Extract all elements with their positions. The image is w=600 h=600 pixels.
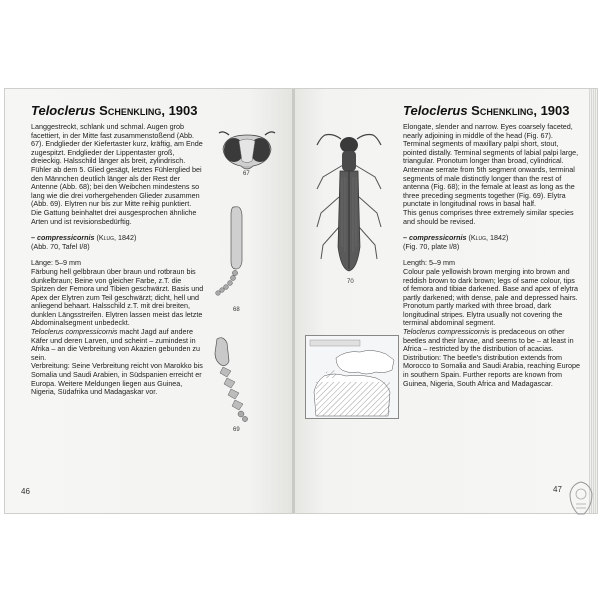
figure-70-beetle bbox=[309, 127, 389, 277]
left-distribution: Verbreitung: Seine Verbreitung reicht von Marokko bis Somalia und Saudi Arabien, in Südspanien erreicht er Europa. Weitere Meldungen liegen aus Guinea, Nigeria, Südafrika und Madagaskar vor. bbox=[31, 361, 203, 397]
beetle-habitus-illustration bbox=[309, 127, 389, 277]
left-description: Langgestreckt, schlank und schmal. Augen grob facettiert, in der Mitte fast zusammenstoßend (Abb. 67). Endglieder der Kiefertaster kurz, kräftig, am Ende zugespitzt. Endglieder der Lippentaster groß, dreieckig. Halsschild länger als breit, zylindrisch. Fühler ab dem 5. Glied gesägt, letztes Fühlerglied bei den Männchen deutlich länger als der Rest der Antenne (Abb. 68); bei den Weibchen mindestens so lang wie die drei vorhergehenden Glieder zusammen (Abb. 69). Elytren nur bis zur Mitte reihig punktiert. bbox=[31, 122, 203, 209]
left-text-column bbox=[31, 123, 207, 397]
left-coloration: Färbung hell gelbbraun über braun und rotbraun bis dunkelbraun; Beine von gleicher Farbe, z.T. die Spitzen der Femora und Tibien geschwärzt. Basis und Apex der Elytren zum Teil geschwärzt; dicht, hell und anliegend behaart. Halsschild z.T. mit drei breiten, dunklen Längsstreifen. Elytren lassen meist das letzte Abdominalsegment unbedeckt. bbox=[31, 266, 204, 328]
right-biology-text: is predaceous on other beetles and their larvae, and seems to be – at least in Africa – restricted by the distribution of acacias. bbox=[403, 327, 574, 354]
right-species-author: (Klug, 1842) bbox=[468, 233, 509, 243]
right-page-title bbox=[403, 103, 570, 118]
right-title-author: Schenkling, 1903 bbox=[471, 103, 570, 118]
left-species-author: (Klug, 1842) bbox=[96, 233, 137, 243]
figure-70-label: 70 bbox=[347, 279, 354, 285]
right-description: Elongate, slender and narrow. Eyes coarsely faceted, nearly adjoining in middle of the head (Fig. 67). Terminal segments of maxillary palpi short, stout, pointed distally. Terminal segments of labial palpi large, triangular. Pronotum longer than broad, cylindrical. Antennae serrate from 5th segment onwards, terminal segments of male distinctly longer than the rest of antenna (Fig. 68); in the female at least as long as the three preceding segments together (Fig. 69). Elytra punctate in longitudinal rows in basal half. bbox=[403, 122, 579, 209]
right-text-column bbox=[403, 123, 581, 388]
right-page bbox=[295, 89, 597, 513]
right-title-genus: Teloclerus bbox=[403, 103, 468, 118]
right-length: Length: 5–9 mm bbox=[403, 258, 455, 268]
figure-69-label: 69 bbox=[233, 427, 240, 433]
right-species-ref: (Fig. 70, plate I/8) bbox=[403, 241, 460, 251]
right-biology-species: Teloclerus compressicornis bbox=[403, 327, 490, 337]
left-biology bbox=[31, 328, 207, 362]
right-biology bbox=[403, 328, 581, 354]
library-stamp bbox=[566, 478, 596, 518]
stamp-icon bbox=[566, 478, 596, 518]
male-antenna-illustration bbox=[210, 201, 255, 301]
left-genus-note: Die Gattung beinhaltet drei ausgesprochen ähnliche Arten und ist revisionsbedürftig. bbox=[31, 207, 197, 226]
figure-69-antenna-female bbox=[207, 333, 257, 423]
left-title-author: Schenkling, 1903 bbox=[99, 103, 198, 118]
left-title-genus: Teloclerus bbox=[31, 103, 96, 118]
left-page-title bbox=[31, 103, 198, 118]
right-distribution: Distribution: The beetle's distribution extends from Morocco to Somalia and Saudi Arabia, reaching Europe in southern Spain. Further reports are known from Guinea, Nigeria, South Africa and Madagascar. bbox=[403, 352, 580, 388]
figure-67-head bbox=[215, 129, 279, 173]
left-page-number: 46 bbox=[21, 487, 30, 496]
book-spread bbox=[4, 88, 598, 514]
left-species-name: – compressicornis bbox=[31, 233, 95, 243]
beetle-head-illustration bbox=[215, 129, 279, 173]
right-page-number: 47 bbox=[553, 485, 562, 494]
figure-67-label: 67 bbox=[243, 171, 250, 177]
left-page bbox=[5, 89, 293, 513]
left-species-ref: (Abb. 70, Tafel I/8) bbox=[31, 241, 90, 251]
distribution-map bbox=[305, 335, 399, 419]
right-genus-note: This genus comprises three extremely similar species and should be revised. bbox=[403, 207, 574, 226]
left-biology-text: macht Jagd auf andere Käfer und deren Larven, und scheint – zumindest in Afrika – an die Verbreitung von Akazien gebunden zu sein. bbox=[31, 327, 201, 362]
figure-68-label: 68 bbox=[233, 307, 240, 313]
page-edge bbox=[589, 89, 597, 513]
left-length: Länge: 5–9 mm bbox=[31, 258, 81, 268]
right-coloration: Colour pale yellowish brown merging into brown and reddish brown to dark brown; legs of same colour, tips of femora and tibiae darkened. Base and apex of elytra partly darkened; with dense, pale and depressed hairs. Pronotum partly marked with three broad, dark longitudinal stripes. Elytra usually not covering the terminal abdominal segment. bbox=[403, 266, 579, 328]
female-antenna-illustration bbox=[207, 333, 257, 423]
left-biology-species: Teloclerus compressicornis bbox=[31, 327, 118, 337]
distribution-map-illustration bbox=[306, 336, 398, 418]
figure-68-antenna-male bbox=[210, 201, 255, 301]
right-species-name: – compressicornis bbox=[403, 233, 467, 243]
